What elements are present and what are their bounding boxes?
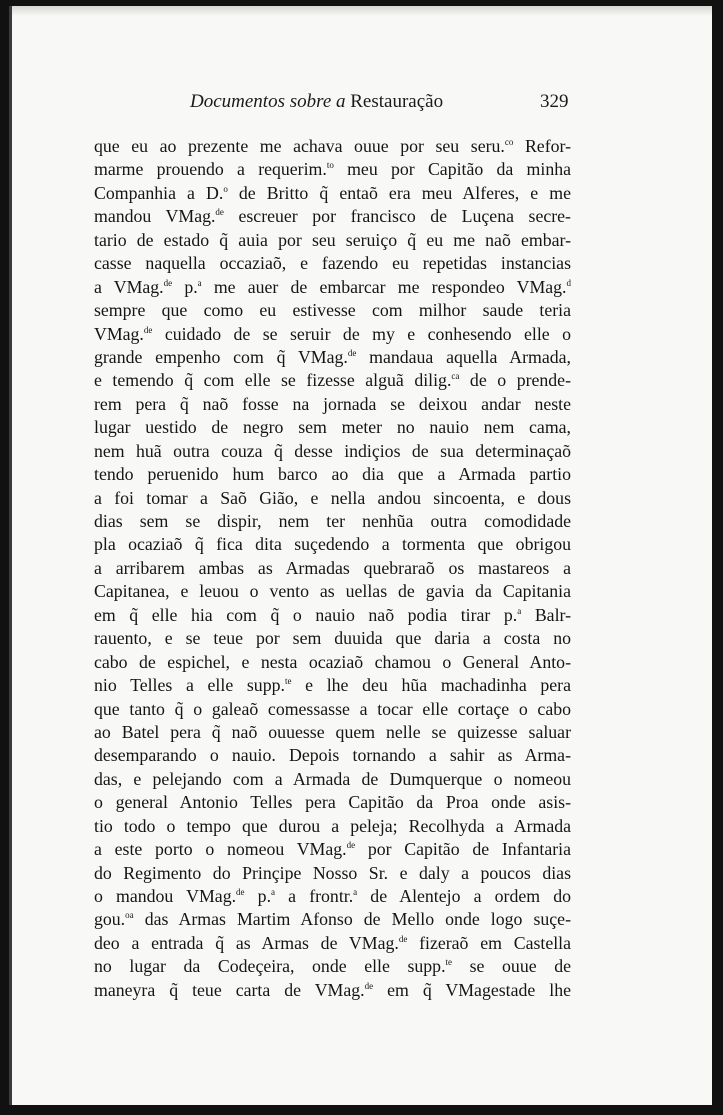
running-title-italic: Documentos sobre a	[190, 91, 346, 112]
page-header	[12, 91, 712, 121]
text-line: nem huã outra couza q̃ desse indiçios de sua determinaçaõ	[94, 440, 571, 461]
text-line: casse naquella occaziaõ, e fazendo eu repetidas instancias	[94, 253, 571, 274]
text-line: que tanto q̃ o galeaõ comessasse a tocar elle cortaçe o cabo	[94, 698, 571, 719]
text-line: sempre que como eu estivesse com milhor saude teria	[94, 300, 571, 321]
text-line: a VMag.$^{de}$ p.$^a$ me auer de embarcar me respondeo VMag.$^d$	[94, 276, 571, 297]
text-line: o mandou VMag.$^{de}$ p.$^a$ a frontr.$^a$ de Alentejo a ordem do	[94, 886, 572, 906]
text-line: cabo de espichel, e nesta ocaziaõ chamou o General Anto-	[94, 651, 571, 672]
text-line: rem pera q̃ naõ fosse na jornada se deixou andar neste	[94, 393, 571, 414]
book-page	[9, 6, 712, 1105]
text-line: que eu ao prezente me achava ouue por seu seru.$^{co}$ Refor-	[94, 136, 571, 156]
text-line: lugar uestido de negro sem meter no nauio nem cama,	[94, 417, 571, 438]
text-line: tio todo o tempo que durou a peleja; Recolhyda a Armada	[94, 815, 571, 836]
text-line: tendo peruenido hum barco ao dia que a Armada partio	[94, 464, 571, 485]
text-line: rauento, e se teue por sem duuida que daria a costa no	[94, 628, 571, 649]
text-line: desemparando o nauio. Depois tornando a sahir as Arma-	[94, 745, 571, 766]
text-line: a foi tomar a Saõ Gião, e nella andou sincoenta, e dous	[94, 487, 571, 508]
text-line: Companhia a D.$^o$ de Britto q̃ entaõ era meu Alferes, e me	[94, 182, 571, 203]
text-line: dias sem se dispir, nem ter nenhũa outra comodidade	[94, 511, 571, 531]
text-line: maneyra q̃ teue carta de VMag.$^{de}$ em q̃ VMagestade lhe	[94, 979, 571, 1000]
page-top-edge	[12, 6, 712, 16]
text-line: e temendo q̃ com elle se fizesse alguã dilig.$^{ca}$ de o prende-	[94, 370, 571, 391]
text-line: nio Telles a elle supp.$^{te}$ e lhe deu hũa machadinha pera	[94, 675, 571, 696]
text-line: mandou VMag.$^{de}$ escreuer por francisco de Luçena secre-	[94, 206, 571, 227]
text-line: ao Batel pera q̃ naõ ouuesse quem nelle se quizesse saluar	[94, 721, 571, 742]
text-line: VMag.$^{de}$ cuidado de se seruir de my e conhesendo elle o	[94, 323, 571, 344]
running-title	[190, 91, 443, 113]
text-line: a arribarem ambas as Armadas quebraraõ os mastareos a	[94, 557, 571, 578]
text-line: pla ocaziaõ q̃ fica dita suçedendo a tormenta que obrigou	[94, 534, 571, 555]
text-line: em q̃ elle hia com q̃ o nauio naõ podia tirar p.$^a$ Balr-	[94, 604, 571, 625]
text-line: marme prouendo a requerim.$^{to}$ meu por Capitão da minha	[94, 159, 571, 180]
running-title-plain: Restauração	[350, 91, 444, 112]
text-line: do Regimento do Prinçipe Nosso Sr. e daly a poucos dias	[94, 862, 571, 883]
text-line: gou.$^{oa}$ das Armas Martim Afonso de Mello onde logo suçe-	[94, 909, 571, 930]
text-line: Capitanea, e leuou o vento as uellas de gavia da Capitania	[94, 581, 571, 602]
text-line: grande empenho com q̃ VMag.$^{de}$ mandaua aquella Armada,	[94, 346, 571, 367]
page-number: 329	[540, 91, 569, 112]
text-line: a este porto o nomeou VMag.$^{de}$ por Capitão de Infantaria	[94, 839, 571, 860]
text-line: o general Antonio Telles pera Capitão da Proa onde asis-	[94, 792, 571, 813]
text-line: no lugar da Codeçeira, onde elle supp.$^{te}$ se ouue de	[94, 956, 571, 977]
body-text	[94, 135, 571, 1002]
text-line: tario de estado q̃ auia por seu seruiço q̃ eu me naõ embar-	[94, 229, 571, 250]
text-line: das, e pelejando com a Armada de Dumquerque o nomeou	[94, 768, 571, 789]
text-line: deo a entrada q̃ as Armas de VMag.$^{de}$ fizeraõ em Castella	[94, 932, 571, 953]
